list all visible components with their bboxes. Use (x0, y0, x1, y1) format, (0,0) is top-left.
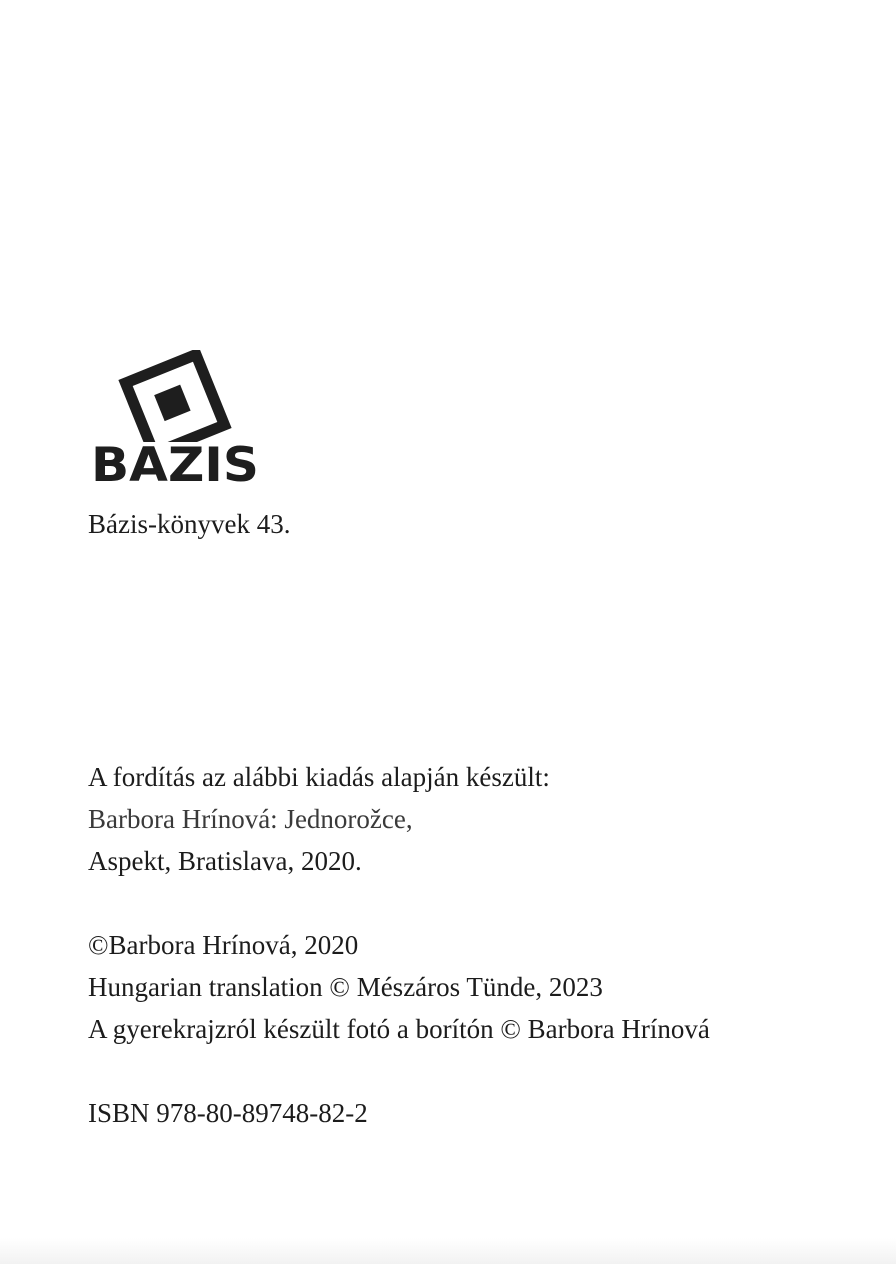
bazis-logo (88, 350, 268, 490)
page-bottom-edge (0, 1238, 896, 1264)
source-publisher: Aspekt, Bratislava, 2020. (88, 846, 362, 876)
imprint-block (88, 756, 710, 1134)
copyright-translation: Hungarian translation © Mészáros Tünde, 2023 (88, 972, 603, 1002)
logo-wordmark: BAZIS (91, 438, 259, 490)
isbn: ISBN 978-80-89748-82-2 (88, 1098, 368, 1128)
source-author-title: Barbora Hrínová: Jednorožce, (88, 804, 413, 834)
series-label: Bázis-könyvek 43. (88, 509, 291, 539)
copyright-original: ©Barbora Hrínová, 2020 (88, 930, 359, 960)
copyright-cover-photo: A gyerekrajzról készült fotó a borítón © Barbora Hrínová (88, 1014, 710, 1044)
spacer (88, 1050, 710, 1092)
source-edition-intro: A fordítás az alábbi kiadás alapján készült: (88, 762, 550, 792)
spacer (88, 882, 710, 924)
